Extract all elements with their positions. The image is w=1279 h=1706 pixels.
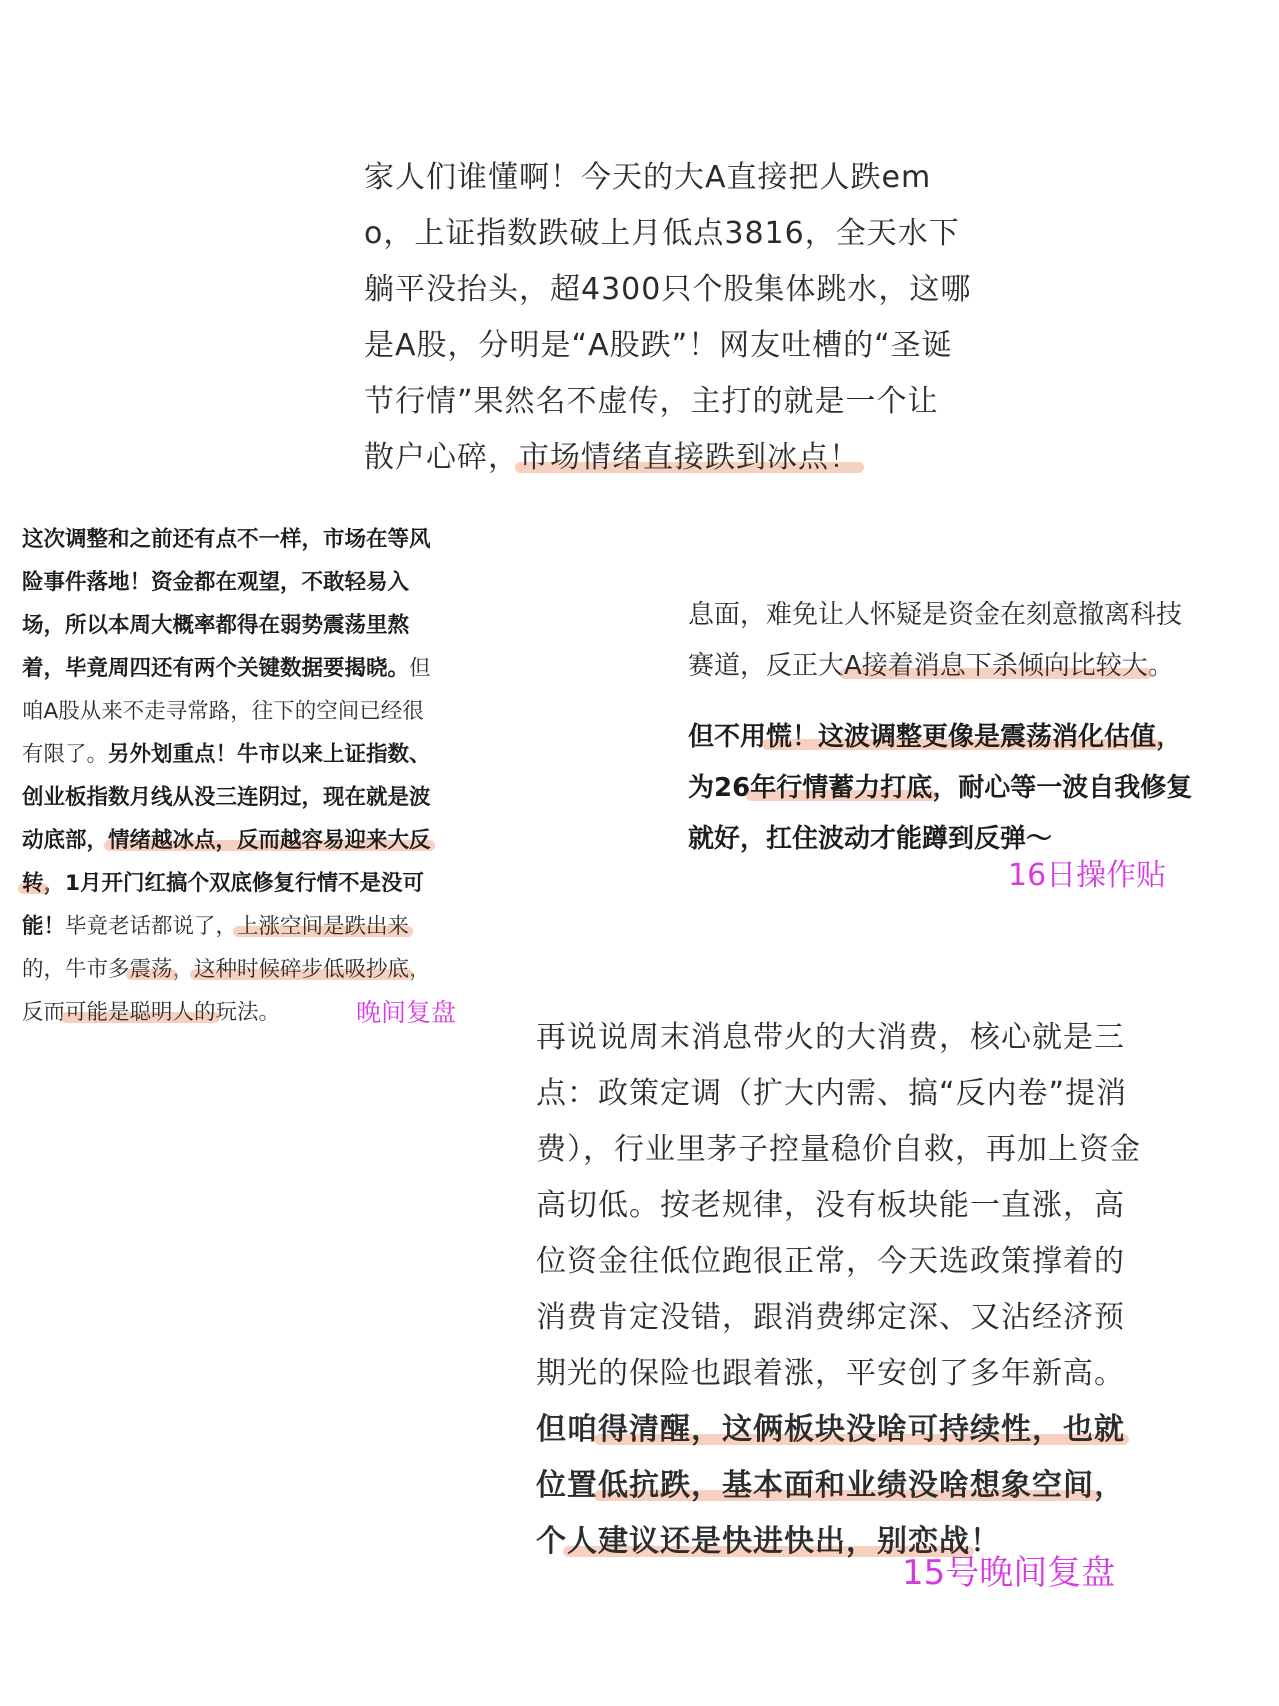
bold-text: 着，毕竟周四还有两个关键数据要揭晓。	[22, 656, 410, 681]
text-line: 躺平没抬头，超4300只个股集体跳水，这哪	[364, 272, 972, 307]
text-line	[22, 948, 502, 991]
highlighted-text: 年行情蓄力打底	[750, 773, 933, 803]
text-line	[536, 1458, 1156, 1514]
evening-review-15-tag: 15号晚间复盘	[902, 1553, 1116, 1593]
highlighted-text: 得清醒，这俩板块没啥可持续性，也就	[598, 1412, 1125, 1447]
text-line: 就好，扛住波动才能蹲到反弹～	[688, 824, 1053, 854]
highlighted-text: 震荡	[129, 957, 173, 982]
text-segment: 的，牛市多	[22, 957, 130, 982]
highlighted-text: 可能是聪明人的	[65, 1000, 216, 1025]
text-line: 位资金往低位跑很正常，今天选政策撑着的	[536, 1244, 1125, 1279]
text-segment: ，	[1156, 722, 1183, 752]
text-line: 再说说周末消息带火的大消费，核心就是三	[536, 1020, 1125, 1055]
text-segment: 玩法。	[215, 1000, 281, 1025]
operation-paragraph	[688, 590, 1248, 692]
text-line: o，上证指数跌破上月低点3816，全天水下	[364, 216, 960, 251]
intro-paragraph	[364, 150, 984, 486]
bold-text: 能！	[22, 914, 66, 939]
text-line: 险事件落地！资金都在观望，不敢轻易入	[22, 570, 410, 595]
highlighted-text: 人建议还是快进快出，别恋战	[567, 1524, 970, 1559]
text-line: 创业板指数月线从没三连阴过，现在就是波	[22, 785, 431, 810]
text-segment: ，	[409, 957, 431, 982]
text-segment: 动底部，	[22, 828, 109, 853]
highlighted-text: A接着消息下杀倾向比较大	[844, 651, 1148, 681]
text-segment: ，1月开门红搞个双底修复行情不是没可	[43, 871, 424, 896]
text-line: 这次调整和之前还有点不一样，市场在等风	[22, 527, 431, 552]
text-segment: 。	[1147, 651, 1174, 681]
text-line	[364, 430, 984, 486]
text-line: 场，所以本周大概率都得在弱势震荡里熬	[22, 613, 410, 638]
text-segment: 但咱	[536, 1412, 598, 1447]
text-segment: ！	[970, 1524, 1001, 1559]
text-line: 咱A股从来不走寻常路，往下的空间已经很	[22, 699, 424, 724]
text-line: 高切低。按老规律，没有板块能一直涨，高	[536, 1188, 1125, 1223]
highlighted-text: 低抗跌，基本面和业绩没啥想象空间	[598, 1468, 1094, 1503]
text-line	[22, 819, 502, 862]
consumption-paragraph	[536, 1010, 1156, 1570]
highlighted-text: 情绪越冰点，反而越容易迎来大反	[108, 828, 431, 853]
highlighted-text: 上涨空间是跌出来	[237, 914, 410, 939]
text-line: 节行情”果然名不虚传，主打的就是一个让	[364, 384, 939, 419]
text-segment: 有限了。	[22, 742, 109, 767]
highlighted-text: 市场情绪直接跌到冰点！	[519, 440, 860, 475]
text-segment: 但不用	[688, 722, 767, 752]
text-segment: 反而	[22, 1000, 66, 1025]
text-line: 息面，难免让人怀疑是资金在刻意撤离科技	[688, 600, 1183, 630]
text-segment: 为26	[688, 773, 751, 803]
text-segment: 赛道，反正大	[688, 651, 845, 681]
text-line	[536, 1402, 1156, 1458]
text-segment: 但	[409, 656, 431, 681]
text-segment: 位置	[536, 1468, 598, 1503]
evening-review-tag: 晚间复盘	[356, 998, 457, 1027]
text-line: 期光的保险也跟着涨，平安创了多年新高。	[536, 1356, 1125, 1391]
text-segment: ，	[1094, 1468, 1125, 1503]
evening-review-paragraph	[22, 518, 502, 1034]
text-line: 是A股，分明是“A股跌”！网友吐槽的“圣诞	[364, 328, 953, 363]
highlighted-text: 转	[22, 871, 44, 896]
text-segment: 毕竟老话都说了，	[65, 914, 238, 939]
text-line: 费），行业里茅子控量稳价自救，再加上资金	[536, 1132, 1141, 1167]
text-line: 家人们谁懂啊！今天的大A直接把人跌em	[364, 160, 932, 195]
text-line	[22, 905, 502, 948]
text-line	[688, 641, 1248, 692]
text-line	[688, 763, 1248, 814]
text-line: 消费肯定没错，跟消费绑定深、又沾经济预	[536, 1300, 1125, 1335]
highlighted-text: 这种时候碎步低吸抄底	[194, 957, 410, 982]
text-segment: 散户心碎，	[364, 440, 519, 475]
text-line	[688, 712, 1248, 763]
operation-bold-paragraph	[688, 712, 1248, 865]
text-line: 点：政策定调（扩大内需、搞“反内卷”提消	[536, 1076, 1128, 1111]
text-segment: 个	[536, 1524, 567, 1559]
text-line	[22, 733, 502, 776]
bold-text: 另外划重点！牛市以来上证指数、	[108, 742, 431, 767]
highlighted-text: 慌！这波调整更像是震荡消化估值	[766, 722, 1157, 752]
text-segment: ，	[172, 957, 195, 982]
operation-post-tag: 16日操作贴	[1008, 858, 1167, 893]
text-segment: ，耐心等一波自我修复	[932, 773, 1193, 803]
text-line	[22, 647, 502, 690]
text-line	[22, 862, 502, 905]
